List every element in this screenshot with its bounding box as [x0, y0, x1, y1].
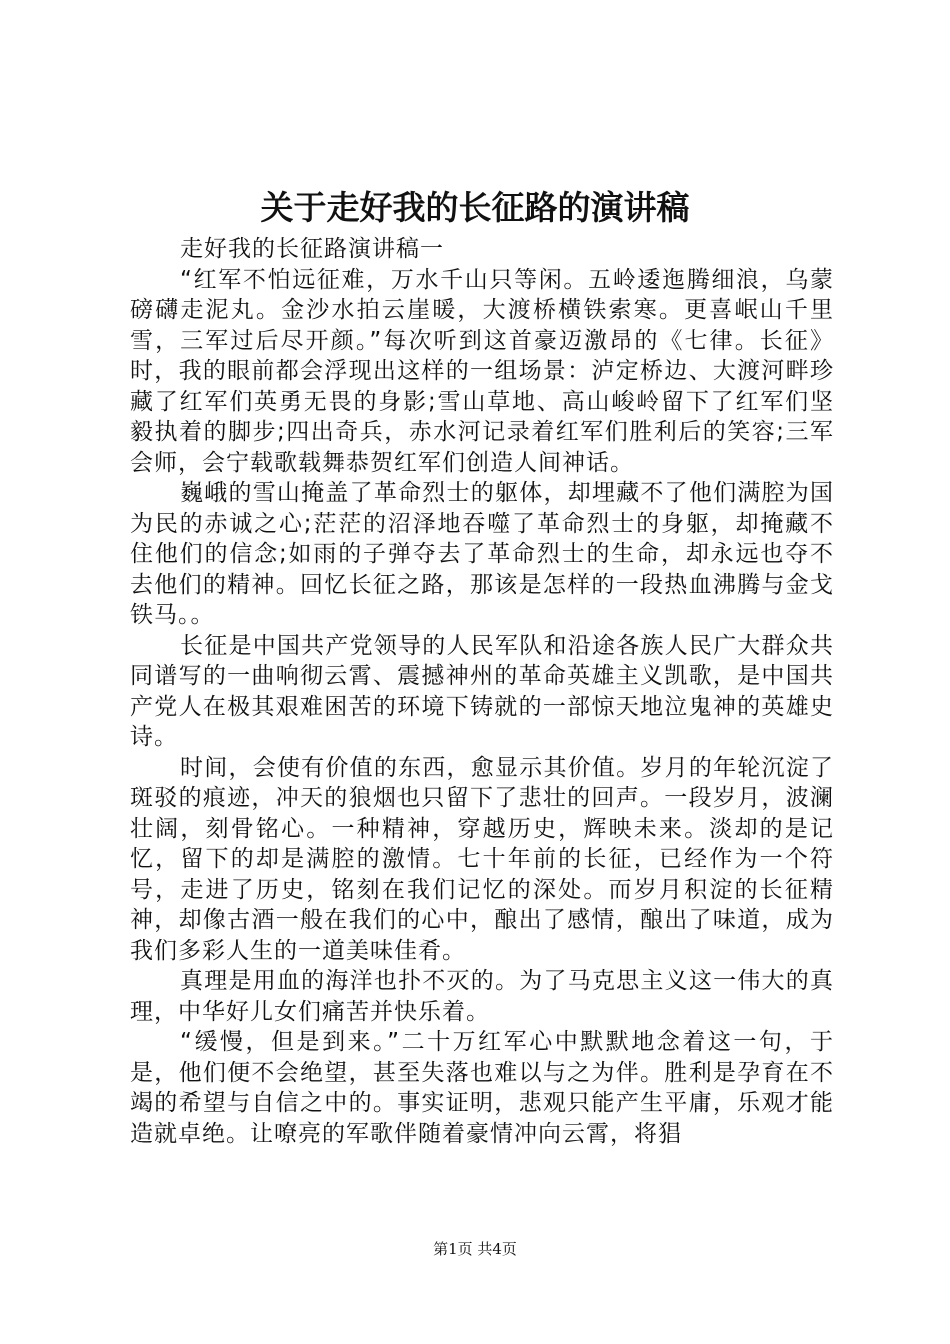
paragraph-2: “红军不怕远征难，万水千山只等闲。五岭逶迤腾细浪，乌蒙磅礴走泥丸。金沙水拍云崖暖，大渡桥横铁索寒。更喜岷山千里雪，三军过后尽开颜。”每次听到这首豪迈激昂的《七律。长征》时，我的眼前都会浮现出这样的一组场景：泸定桥边、大渡河畔珍藏了红军们英勇无畏的身影;雪山草地、高山峻岭留下了红军们坚毅执着的脚步;四出奇兵，赤水河记录着红军们胜利后的笑容;三军会师，会宁载歌载舞恭贺红军们创造人间神话。 [130, 266, 834, 476]
paragraph-3: 巍峨的雪山掩盖了革命烈士的躯体，却埋藏不了他们满腔为国为民的赤诚之心;茫茫的沼泽地吞噬了革命烈士的身躯，却掩藏不住他们的信念;如雨的子弹夺去了革命烈士的生命，却永远也夺不去他们的精神。回忆长征之路，那该是怎样的一段热血沸腾与金戈铁马。。 [130, 480, 834, 628]
paragraph-4: 长征是中国共产党领导的人民军队和沿途各族人民广大群众共同谱写的一曲响彻云霄、震撼神州的革命英雄主义凯歌，是中国共产党人在极其艰难困苦的环境下铸就的一部惊天地泣鬼神的英雄史诗。 [130, 632, 834, 750]
paragraph-1: 走好我的长征路演讲稿一 [180, 236, 444, 262]
page-title: 关于走好我的长征路的演讲稿 [260, 188, 690, 227]
paragraph-7: “缓慢，但是到来。”二十万红军心中默默地念着这一句，于是，他们便不会绝望，甚至失落也难以与之为伴。胜利是孕育在不竭的希望与自信之中的。事实证明，悲观只能产生平庸，乐观才能造就卓绝。让嘹亮的军歌伴随着豪情冲向云霄，将猖 [130, 1029, 834, 1147]
paragraph-6: 真理是用血的海洋也扑不灭的。为了马克思主义这一伟大的真理，中华好儿女们痛苦并快乐着。 [130, 968, 834, 1025]
document-body [130, 234, 834, 1149]
paragraph-5: 时间，会使有价值的东西，愈显示其价值。岁月的年轮沉淀了斑驳的痕迹，冲天的狼烟也只留下了悲壮的回声。一段岁月，波澜壮阔，刻骨铭心。一种精神，穿越历史，辉映未来。淡却的是记忆，留下的却是满腔的激情。七十年前的长征，已经作为一个符号，走进了历史，铭刻在我们记忆的深处。而岁月积淀的长征精神，却像古酒一般在我们的心中，酿出了感情，酿出了味道，成为我们多彩人生的一道美味佳肴。 [130, 754, 834, 964]
page-number-footer: 第1页 共4页 [433, 1240, 517, 1258]
